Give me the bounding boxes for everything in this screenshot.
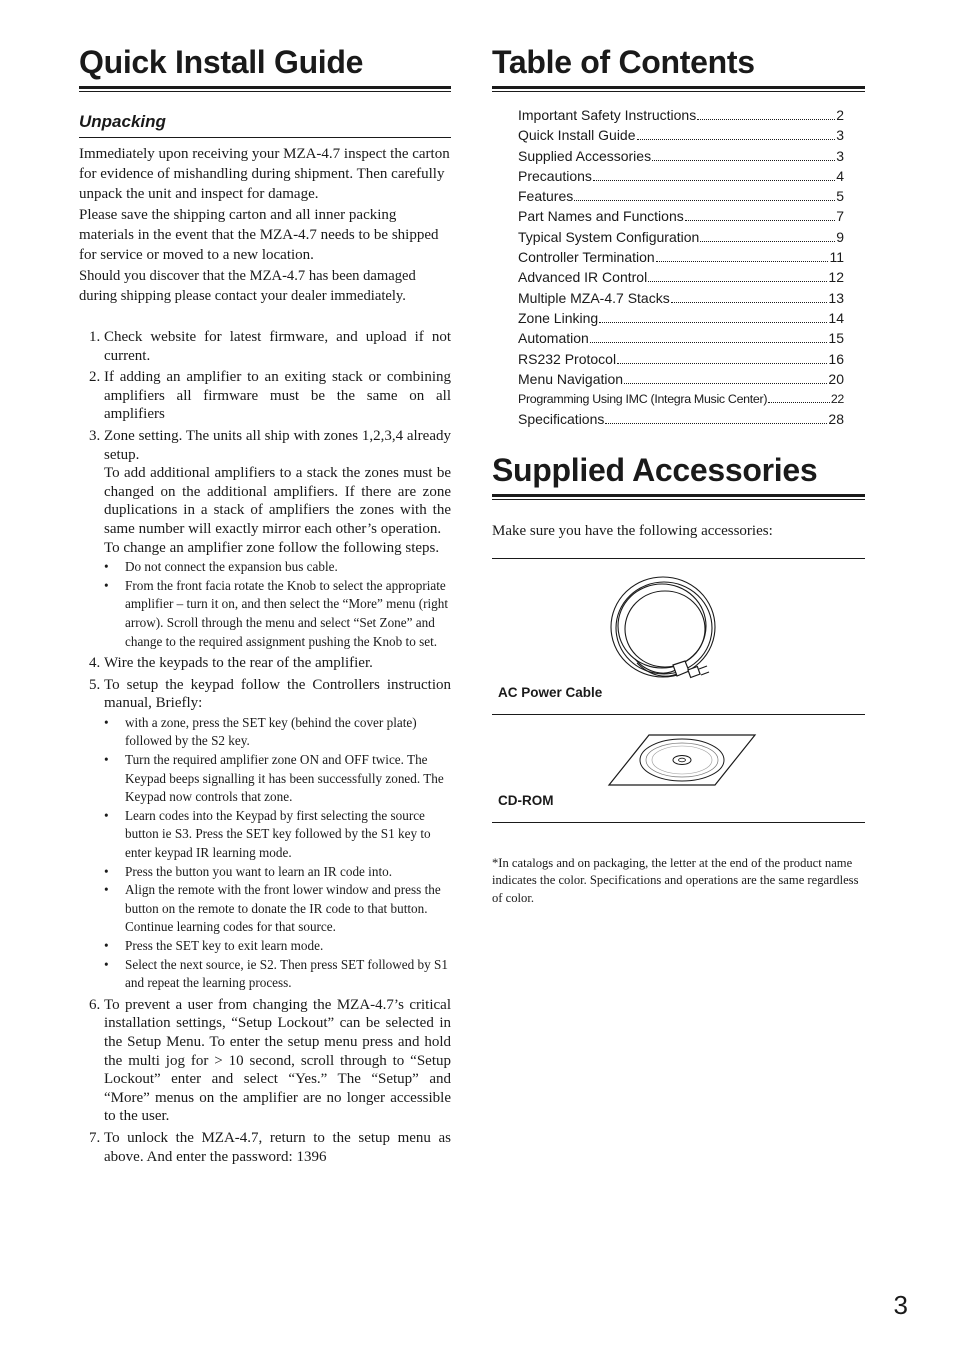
toc-item: [518, 328, 844, 348]
toc-leader-dots: [637, 138, 836, 140]
toc-item-page: 3: [836, 147, 844, 164]
step-3-bullets: [104, 558, 451, 651]
toc-item-title: Specifications: [518, 411, 605, 428]
list-item: • Press the SET key to exit learn mode.: [104, 937, 451, 956]
toc-item-title: Automation: [518, 330, 589, 347]
toc-leader-dots: [624, 382, 827, 384]
toc-item-title: Features: [518, 188, 574, 205]
unpacking-heading: Unpacking: [79, 112, 451, 138]
step-4: 4. Wire the keypads to the rear of the amplifier.: [104, 654, 451, 673]
list-item: • with a zone, press the SET key (behind the cover plate) followed by the S2 key.: [104, 714, 451, 751]
unpacking-paragraph-2: Please save the shipping carton and all inner packing materials in the event that the MZA-4.7 needs to be shipped for service or moved to a new location.: [79, 207, 439, 263]
toc-item-title: Zone Linking: [518, 309, 599, 326]
toc-item-page: 11: [829, 249, 844, 266]
list-item: • Press the button you want to learn an IR code into.: [104, 863, 451, 882]
supplied-accessories-title: Supplied Accessories: [492, 448, 865, 497]
right-column: [492, 40, 865, 907]
toc-leader-dots: [648, 280, 827, 282]
accessories-intro: Make sure you have the following accessories:: [492, 522, 773, 539]
table-of-contents-list: [492, 105, 865, 430]
toc-item: [518, 369, 844, 389]
quick-install-guide-title: Quick Install Guide: [79, 40, 451, 89]
accessory-label: AC Power Cable: [498, 684, 603, 700]
toc-item: [518, 186, 844, 206]
toc-leader-dots: [605, 422, 827, 424]
toc-item-title: RS232 Protocol: [518, 350, 617, 367]
toc-leader-dots: [599, 321, 827, 323]
toc-item-page: 14: [828, 309, 844, 326]
toc-item-page: 12: [828, 269, 844, 286]
toc-leader-dots: [593, 179, 835, 181]
toc-item: [518, 308, 844, 328]
step-7: 7. To unlock the MZA-4.7, return to the setup menu as above. And enter the password: 1396: [104, 1129, 451, 1166]
toc-item: [518, 125, 844, 145]
toc-item-page: 3: [836, 127, 844, 144]
toc-leader-dots: [685, 219, 835, 221]
toc-item-page: 4: [836, 167, 844, 184]
step-5-bullets: [104, 714, 451, 993]
toc-item: [518, 166, 844, 186]
toc-leader-dots: [652, 159, 835, 161]
toc-item-title: Precautions: [518, 167, 592, 184]
toc-item-title: Programming Using IMC (Integra Music Center): [518, 392, 768, 407]
toc-leader-dots: [590, 341, 828, 343]
toc-item-page: 9: [836, 228, 844, 245]
toc-item-title: Controller Termination: [518, 249, 655, 266]
quick-install-guide-column: [79, 40, 451, 1169]
page-number: 3: [893, 1290, 908, 1320]
toc-item-title: Important Safety Instructions: [518, 107, 697, 123]
toc-item: [518, 247, 844, 267]
step-5: 5. To setup the keypad follow the Controllers instruction manual, Briefly: • with a zone, press the SET key (behind the cover plate) followed by the S2 key. • Turn the required amplifier zone ON and OFF twice. The Keypad beeps signalling it has been successfully zoned. The Keypad now controls that zone. • Learn codes into the Keypad by first selecting the source button ie S3. Press the SET key followed by the S1 key to enter keypad IR learning mode. • Press the button you want to learn an IR code into. • Align the remote with the front lower window and press the button on the remote to donate the IR code to that button. Continue learning codes for that source. • Press the SET key to exit learn mode. • Select the next source, ie S2. Then press SET followed by S1 and repeat the learning process.: [104, 676, 451, 993]
power-cable-icon: [607, 573, 727, 701]
unpacking-paragraph-3: Should you discover that the MZA-4.7 has been damaged during shipping please contact your dealer immediately.: [79, 268, 416, 304]
toc-item-page: 2: [836, 107, 844, 123]
list-item: • Learn codes into the Keypad by first selecting the source button ie S3. Press the SET key followed by the S1 key to enter keypad IR learning mode.: [104, 807, 451, 863]
list-item: • From the front facia rotate the Knob to select the appropriate amplifier – turn it on, and then select the “More” menu (right arrow). Scroll through the menu and select “Set Zone” and change to the required assignment pushing the Knob to set.: [104, 577, 451, 651]
step-6: 6. To prevent a user from changing the MZA-4.7’s critical installation settings, “Setup Lockout” can be selected in the Setup Menu. To enter the setup menu press and hold the multi jog for > 10 second, scroll through to “Setup Lockout” enter and select “Yes.” The “Setup” and “More” menus on the amplifier are no longer accessible to the user.: [104, 996, 451, 1126]
accessory-ac-power-cable: [492, 558, 865, 714]
accessory-label: CD-ROM: [498, 792, 554, 808]
list-item: • Align the remote with the front lower window and press the button on the remote to donate the IR code to that button. Continue learning codes for that source.: [104, 881, 451, 937]
color-note: *In catalogs and on packaging, the letter at the end of the product name indicates the color. Specifications and operations are the same regardless of color.: [492, 822, 865, 908]
toc-item-page: 16: [828, 350, 844, 367]
accessory-cd-rom: [492, 714, 865, 822]
toc-leader-dots: [671, 301, 828, 303]
toc-item-page: 13: [828, 289, 844, 306]
toc-item-page: 28: [828, 411, 844, 428]
table-of-contents-title: Table of Contents: [492, 40, 865, 89]
toc-leader-dots: [656, 260, 829, 262]
list-item: • Turn the required amplifier zone ON and OFF twice. The Keypad beeps signalling it has been successfully zoned. The Keypad now controls that zone.: [104, 751, 451, 807]
toc-item-title: Multiple MZA-4.7 Stacks: [518, 289, 670, 306]
toc-item: [518, 389, 844, 409]
toc-item-title: Advanced IR Control: [518, 269, 648, 286]
toc-item-page: 5: [836, 188, 844, 205]
toc-item: [518, 105, 844, 125]
toc-leader-dots: [574, 199, 835, 201]
toc-item: [518, 267, 844, 287]
toc-item: [518, 227, 844, 247]
toc-leader-dots: [700, 240, 835, 242]
toc-item-title: Menu Navigation: [518, 370, 624, 387]
toc-item-page: 22: [830, 392, 844, 407]
toc-item: [518, 206, 844, 226]
list-item: • Do not connect the expansion bus cable.: [104, 558, 451, 577]
toc-item-title: Part Names and Functions: [518, 208, 684, 225]
toc-leader-dots: [768, 401, 830, 403]
step-3: 3. Zone setting. The units all ship with zones 1,2,3,4 already setup. To add additional amplifiers to a stack the zones must be changed on the additional amplifiers. If there are zone duplications in a stack of amplifiers the zones with the same number will exactly mirror each other’s operation. To change an amplifier zone follow the following steps. • Do not connect the expansion bus cable. • From the front facia rotate the Knob to select the appropriate amplifier – turn it on, and then select the “More” menu (right arrow). Scroll through the menu and select “Set Zone” and change to the required assignment pushing the Knob to set.: [104, 427, 451, 651]
toc-leader-dots: [617, 362, 827, 364]
toc-item: [518, 409, 844, 429]
step-1: 1. Check website for latest firmware, and upload if not current.: [104, 328, 451, 365]
toc-leader-dots: [697, 118, 835, 120]
toc-item-title: Typical System Configuration: [518, 228, 700, 245]
toc-item: [518, 146, 844, 166]
step-2: 2. If adding an amplifier to an exiting stack or combining amplifiers all firmware must be the same on all amplifiers: [104, 368, 451, 424]
list-item: • Select the next source, ie S2. Then press SET followed by S1 and repeat the learning process.: [104, 956, 451, 993]
toc-item-title: Supplied Accessories: [518, 147, 652, 164]
cd-rom-icon: [607, 733, 757, 789]
toc-item-page: 15: [828, 330, 844, 347]
toc-item-page: 7: [836, 208, 844, 225]
unpacking-paragraph-1: Immediately upon receiving your MZA-4.7 inspect the carton for evidence of mishandling during shipment. Then carefully unpack the unit and inspect for damage.: [79, 146, 450, 202]
toc-item: [518, 349, 844, 369]
toc-item: [518, 288, 844, 308]
toc-item-page: 20: [828, 370, 844, 387]
toc-item-title: Quick Install Guide: [518, 127, 636, 144]
install-steps-list: [79, 328, 451, 1166]
